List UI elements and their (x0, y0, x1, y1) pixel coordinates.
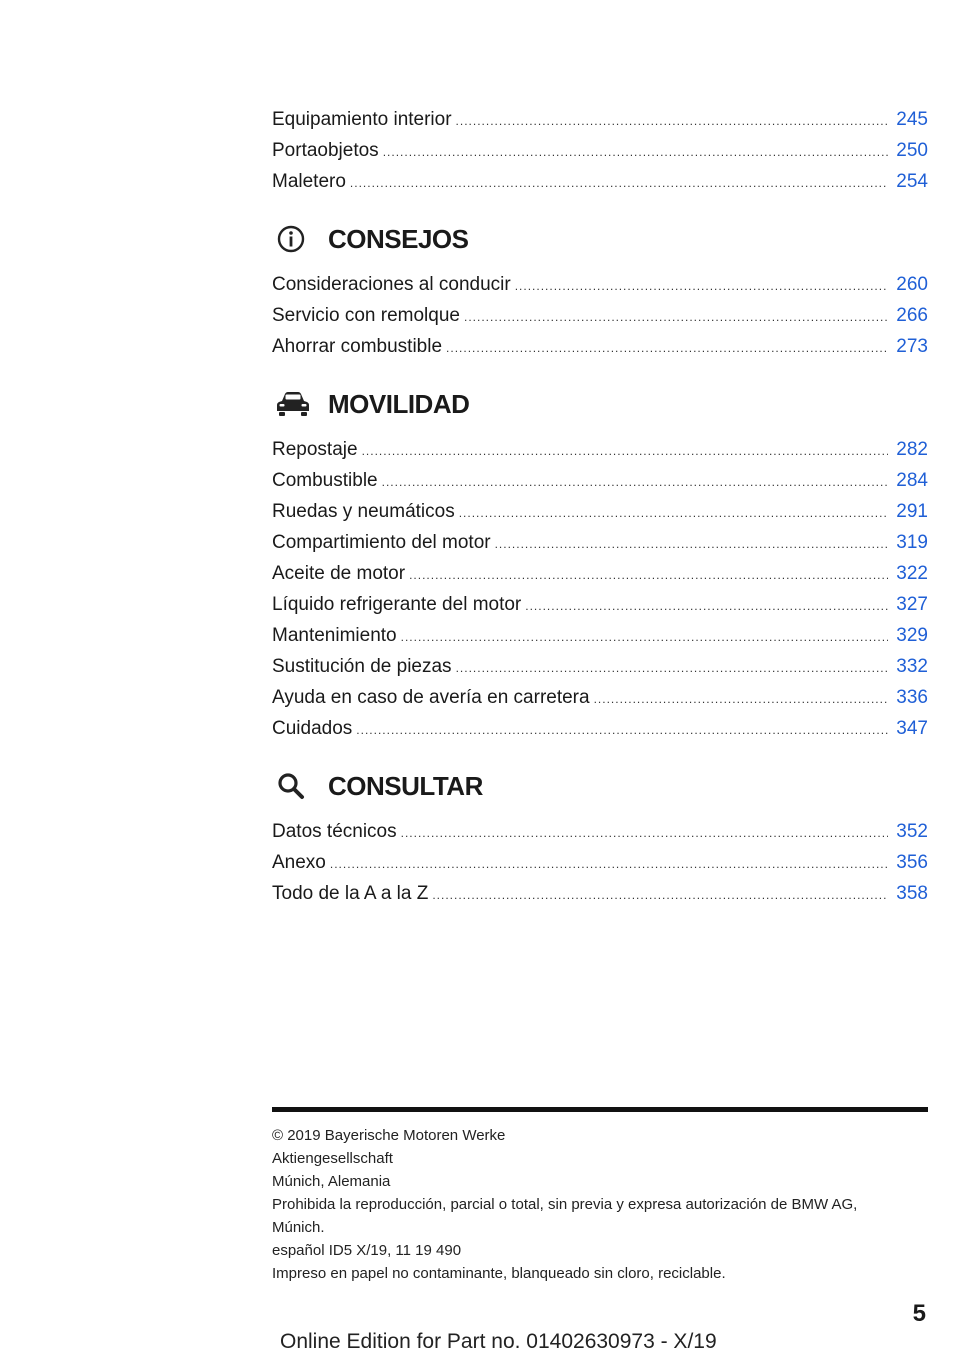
toc-entry-title: Mantenimiento (272, 625, 397, 646)
section-title: CONSULTAR (328, 770, 483, 801)
toc-entry[interactable] (272, 104, 928, 135)
toc-entry-page[interactable]: 347 (896, 718, 928, 739)
imprint-line: Impreso en papel no contaminante, blanqueado sin cloro, reciclable. (272, 1265, 726, 1282)
toc-entry[interactable] (272, 465, 928, 496)
toc-entry-page[interactable]: 254 (896, 171, 928, 192)
toc-entry-page[interactable]: 352 (896, 821, 928, 842)
toc-entry-title: Sustitución de piezas (272, 656, 452, 677)
toc-entry-page[interactable]: 245 (896, 109, 928, 130)
dot-leader (432, 880, 888, 911)
toc-entry-page[interactable]: 322 (896, 563, 928, 584)
imprint-line: Múnich, Alemania (272, 1173, 391, 1190)
dot-leader (356, 715, 888, 746)
toc-entry-title: Aceite de motor (272, 563, 406, 584)
section-title: CONSEJOS (328, 223, 469, 254)
toc-entry[interactable] (272, 496, 928, 527)
toc-entry-title: Portaobjetos (272, 140, 379, 161)
toc-entry-title: Ahorrar combustible (272, 336, 443, 357)
online-edition-footer: Online Edition for Part no. 01402630973 - X/19 (280, 1330, 717, 1353)
toc-entry-page[interactable]: 336 (896, 687, 928, 708)
toc-entry-title: Consideraciones al conducir (272, 274, 511, 295)
toc-entry-title: Compartimiento del motor (272, 532, 491, 553)
toc-entry[interactable] (272, 589, 928, 620)
toc-entry[interactable] (272, 434, 928, 465)
dot-leader (525, 591, 888, 622)
imprint-line: Múnich. (272, 1219, 325, 1236)
toc-entry-title: Anexo (272, 852, 326, 873)
toc-entry[interactable] (272, 847, 928, 878)
section-header-movilidad (272, 384, 928, 424)
section-header-consejos (272, 219, 928, 259)
toc-entry-title: Repostaje (272, 439, 358, 460)
toc-entry-page[interactable]: 266 (896, 305, 928, 326)
toc-entry[interactable] (272, 300, 928, 331)
toc-entry-page[interactable]: 250 (896, 140, 928, 161)
toc-entry-title: Líquido refrigerante del motor (272, 594, 522, 615)
dot-leader (409, 560, 888, 591)
dot-leader (362, 436, 888, 467)
imprint-line: Prohibida la reproducción, parcial o total, sin previa y expresa autorización de BMW AG, (272, 1196, 858, 1213)
dot-leader (456, 106, 888, 137)
toc-entry[interactable] (272, 713, 928, 744)
toc-entry-page[interactable]: 329 (896, 625, 928, 646)
imprint-line: © 2019 Bayerische Motoren Werke (272, 1127, 506, 1144)
toc-entry-page[interactable]: 291 (896, 501, 928, 522)
info-icon (276, 219, 318, 259)
dot-leader (446, 333, 888, 364)
toc-entry[interactable] (272, 878, 928, 909)
section-header-consultar (272, 766, 928, 806)
toc-entry-title: Servicio con remolque (272, 305, 460, 326)
toc-entry[interactable] (272, 166, 928, 197)
toc-entry[interactable] (272, 682, 928, 713)
toc-entry[interactable] (272, 527, 928, 558)
toc-entry-page[interactable]: 273 (896, 336, 928, 357)
imprint-line: Aktiengesellschaft (272, 1150, 393, 1167)
dot-leader (401, 622, 888, 653)
dot-leader (330, 849, 888, 880)
section-title: MOVILIDAD (328, 388, 470, 419)
dot-leader (382, 467, 888, 498)
dot-leader (459, 498, 888, 529)
toc-entry[interactable] (272, 135, 928, 166)
dot-leader (515, 271, 888, 302)
toc-entry-page[interactable]: 282 (896, 439, 928, 460)
imprint (272, 1124, 928, 1285)
search-icon (276, 766, 318, 806)
toc-entry-page[interactable]: 319 (896, 532, 928, 553)
toc-entry[interactable] (272, 558, 928, 589)
toc-entry-title: Cuidados (272, 718, 353, 739)
dot-leader (350, 168, 888, 199)
car-icon (276, 384, 318, 424)
toc-entry-title: Ayuda en caso de avería en carretera (272, 687, 590, 708)
divider (272, 1107, 928, 1112)
table-of-contents (272, 104, 928, 909)
dot-leader (464, 302, 888, 333)
dot-leader (495, 529, 888, 560)
toc-entry-page[interactable]: 332 (896, 656, 928, 677)
toc-entry[interactable] (272, 331, 928, 362)
dot-leader (456, 653, 888, 684)
toc-entry-title: Combustible (272, 470, 378, 491)
dot-leader (401, 818, 888, 849)
dot-leader (594, 684, 888, 715)
dot-leader (383, 137, 888, 168)
toc-entry-title: Maletero (272, 171, 346, 192)
toc-entry[interactable] (272, 620, 928, 651)
toc-entry-page[interactable]: 327 (896, 594, 928, 615)
toc-entry-page[interactable]: 358 (896, 883, 928, 904)
toc-entry[interactable] (272, 269, 928, 300)
toc-entry-title: Todo de la A a la Z (272, 883, 429, 904)
toc-entry-page[interactable]: 284 (896, 470, 928, 491)
toc-entry-title: Equipamiento interior (272, 109, 452, 130)
toc-entry-title: Datos técnicos (272, 821, 397, 842)
toc-entry[interactable] (272, 816, 928, 847)
imprint-line: español ID5 X/19, 11 19 490 (272, 1242, 462, 1259)
page-number: 5 (912, 1300, 926, 1327)
toc-entry-page[interactable]: 356 (896, 852, 928, 873)
toc-entry[interactable] (272, 651, 928, 682)
toc-entry-page[interactable]: 260 (896, 274, 928, 295)
toc-entry-title: Ruedas y neumáticos (272, 501, 455, 522)
